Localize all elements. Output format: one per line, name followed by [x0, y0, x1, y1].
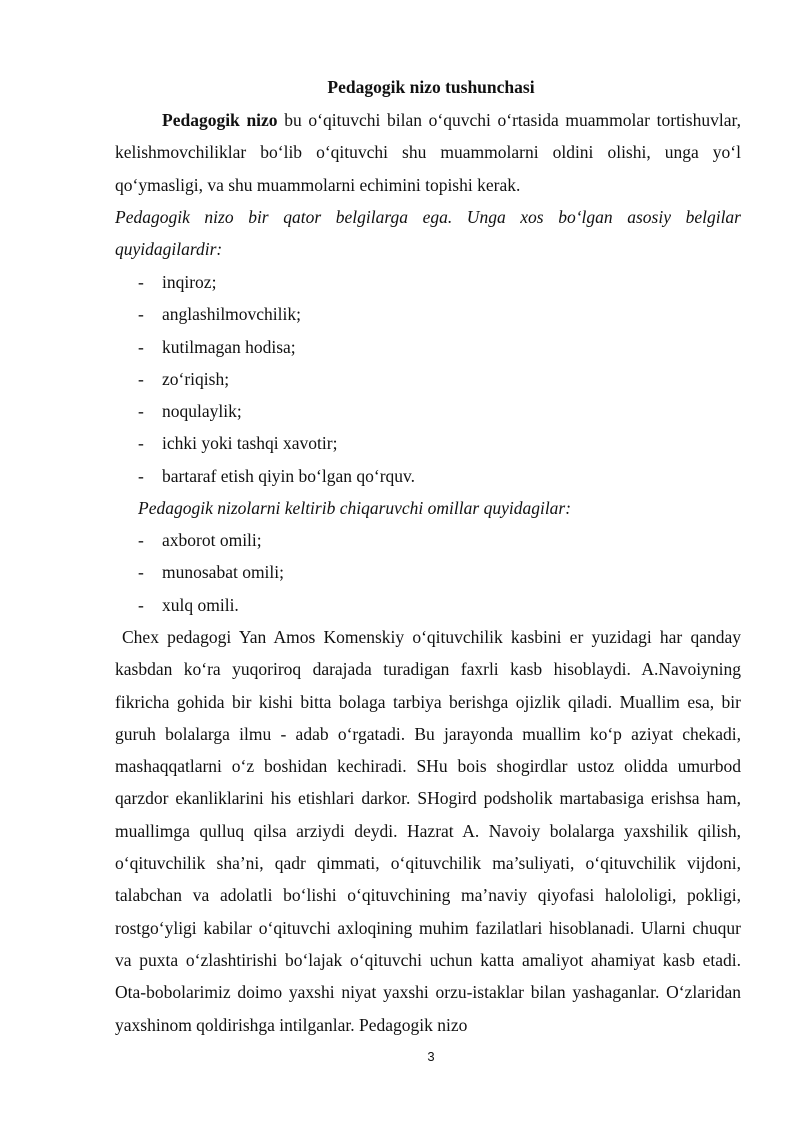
list-marker: - [138, 272, 144, 292]
list-item [138, 298, 415, 330]
list-marker: - [138, 433, 144, 454]
list-item-text: anglashilmovchilik; [162, 304, 302, 325]
list-item-text: kutilmagan hodisa; [162, 336, 296, 357]
main-paragraph: Chex pedagogi Yan Amos Komenskiy o‘qituvchilik kasbini er yuzidagi har qanday kasbdan ko‘ra yuqoriroq darajada turadigan faxrli kasb hisoblaydi. A.Navoiyning fikricha gohida bir kishi bitta bolaga tarbiya berishga ojizlik qiladi. Muallim esa, bir guruh bolalarga ilmu - adab o‘rgatadi. Bu jarayonda muallim ko‘p aziyat chekadi, mashaqqatlarni o‘z boshidan kechiradi. SHu bois shogirdlar ustoz olidda umurbod qarzdor ekanliklarini his etishlari darkor. SHogird podsholik martabasiga erishsa ham, muallimga qulluq qilsa arziydi deydi. Hazrat A. Navoiy bolalarga yaxshilik qilish, o‘qituvchilik sha’ni, qadr qimmati, o‘qituvchilik ma’suliyati, o‘qituvchilik vijdoni, talabchan va adolatli bo‘lishi o‘qituvchining ma’naviy qiyofasi halololigi, pokligi, rostgo‘yligi kabilar o‘qituvchi axloqining muhim fazilatlari hisoblanadi. Ularni chuqur va puxta o‘zlashtirishi bo‘lajak o‘qituvchi uchun katta amaliyot ahamiyat kasb etadi. Ota-bobolarimiz doimo yaxshi niyat yaxshi orzu-istaklar bilan yashaganlar. O‘zlaridan yaxshinom qoldirishga intilganlar. Pedagogik nizo [115, 627, 741, 1035]
list-marker: - [138, 465, 144, 486]
list-item-text: axborot omili; [162, 530, 262, 550]
list-item-text: ichki yoki tashqi xavotir; [162, 433, 338, 454]
list-marker: - [138, 594, 144, 615]
list-item [138, 395, 415, 427]
list-item-text: munosabat omili; [162, 562, 285, 583]
list-item-text: zo‘riqish; [162, 368, 230, 389]
signs-heading: Pedagogik nizo bir qator belgilarga ega. Unga xos bo‘lgan asosiy belgilar quyidagilardir: [115, 207, 741, 260]
list-item [138, 331, 415, 363]
list-item [138, 266, 415, 298]
list-item [138, 524, 284, 556]
list-item-text: xulq omili. [162, 594, 239, 615]
signs-list [138, 266, 415, 492]
intro-term: Pedagogik nizo [162, 110, 278, 130]
factors-heading: Pedagogik nizolarni keltirib chiqaruvchi omillar quyidagilar: [138, 498, 572, 518]
list-item [138, 460, 415, 492]
list-marker: - [138, 368, 144, 389]
list-item [138, 427, 415, 459]
intro-paragraph [115, 104, 741, 201]
list-item-text: bartaraf etish qiyin bo‘lgan qo‘rquv. [162, 465, 416, 486]
list-item [138, 556, 284, 588]
list-item-text: inqiroz; [162, 272, 217, 292]
page-number: 3 [427, 1049, 435, 1064]
list-marker: - [138, 336, 144, 357]
list-marker: - [138, 304, 144, 325]
factors-list [138, 524, 284, 621]
list-item [138, 363, 415, 395]
list-item [138, 589, 284, 621]
intro-text: bu o‘qituvchi bilan o‘quvchi o‘rtasida muammolar tortishuvlar, kelishmovchiliklar bo‘lib o‘qituvchi shu muammolarni oldini olishi, unga yo‘l qo‘ymasligi, va shu muammolarni echimini topishi kerak. [115, 110, 741, 195]
page-title: Pedagogik nizo tushunchasi [327, 77, 535, 97]
list-marker: - [138, 530, 144, 550]
list-marker: - [138, 562, 144, 583]
list-item-text: noqulaylik; [162, 401, 242, 422]
list-marker: - [138, 401, 144, 422]
